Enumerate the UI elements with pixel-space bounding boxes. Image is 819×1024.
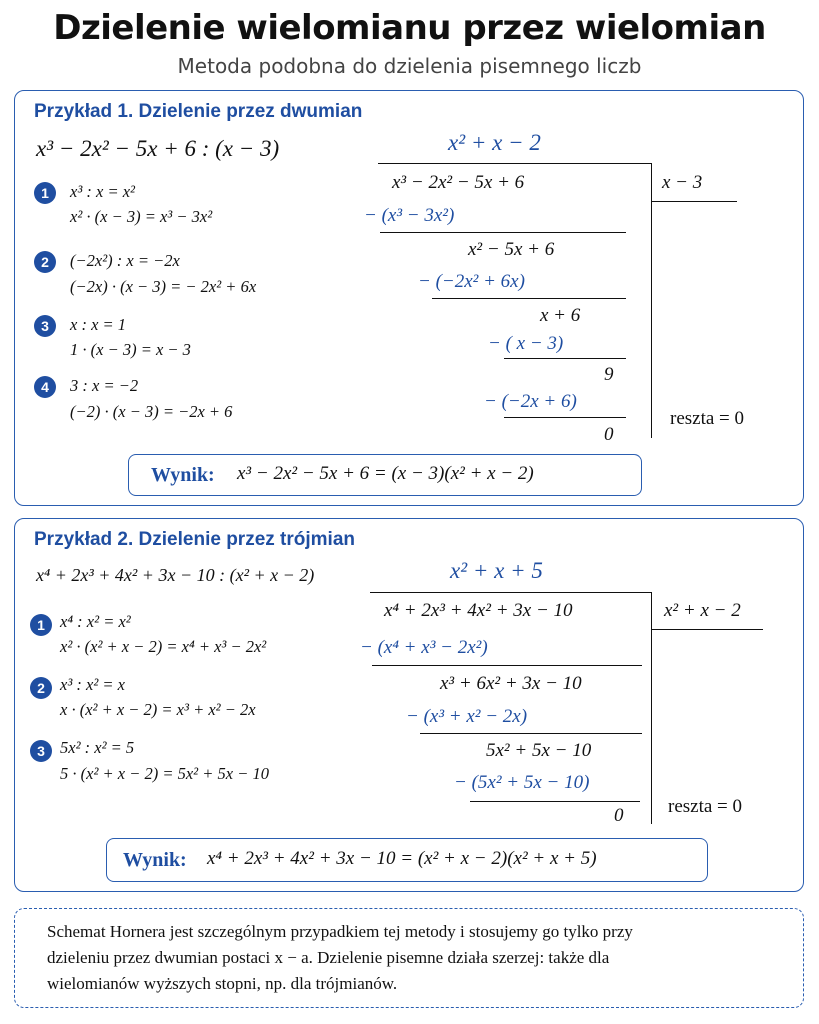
example1-step4-b: (−2) · (x − 3) = −2x + 6 [70,402,233,421]
example1-sub2: − (−2x² + 6x) [418,271,525,292]
example2-divisor-line [651,629,763,630]
example2-step2-b: x · (x² + x − 2) = x³ + x² − 2x [60,700,256,719]
example1-step2-a: (−2x²) : x = −2x [70,251,180,270]
example2-divisor: x² + x − 2 [664,600,741,621]
step-number-4: 4 [34,376,56,398]
example2-step1-a: x⁴ : x² = x² [60,612,131,631]
step-number-3: 3 [34,315,56,337]
step-number-1: 1 [34,182,56,204]
example1-line1 [380,232,626,233]
example2-rem3: 0 [614,805,624,826]
example1-sub1: − (x³ − 3x²) [364,205,455,226]
step-number-1: 1 [30,614,52,636]
example1-divisor-line [651,201,737,202]
example2-title: Przykład 2. Dzielenie przez trójmian [34,529,355,550]
example2-line1 [372,665,642,666]
example2-step3-b: 5 · (x² + x − 2) = 5x² + 5x − 10 [60,764,269,783]
example1-line4 [504,417,626,418]
example1-rem3: 9 [604,364,614,385]
example1-rem4: 0 [604,424,614,445]
example1-step4-a: 3 : x = −2 [70,376,139,395]
note-line-1: Schemat Hornera jest szczególnym przypadkiem tej metody i stosujemy go tylko przy [47,922,633,941]
note-line-3: wielomianów wyższych stopni, np. dla trójmianów. [47,974,398,993]
example1-top-line [378,163,652,164]
example1-result: x³ − 2x² − 5x + 6 = (x − 3)(x² + x − 2) [237,463,534,484]
page-title: Dzielenie wielomianu przez wielomian [53,8,766,48]
example2-sub3: − (5x² + 5x − 10) [454,772,590,793]
example1-step2-b: (−2x) · (x − 3) = − 2x² + 6x [70,277,257,296]
step-number-2: 2 [34,251,56,273]
example1-sub3: − ( x − 3) [488,333,564,354]
example2-sub2: − (x³ + x² − 2x) [406,706,528,727]
example1-divider-line [651,163,652,438]
example1-rem1: x² − 5x + 6 [468,239,555,260]
example1-line2 [432,298,626,299]
note-line-2: dzieleniu przez dwumian postaci x − a. Dzielenie pisemne działa szerzej: także dla [47,948,610,967]
example1-rem2: x + 6 [540,305,581,326]
example2-remainder: reszta = 0 [668,796,743,817]
example1-result-box [128,454,642,496]
example2-step2-a: x³ : x² = x [60,675,125,694]
example1-problem: x³ − 2x² − 5x + 6 : (x − 3) [36,136,280,161]
example1-result-label: Wynik: [151,464,215,486]
example2-line3 [470,801,640,802]
example2-problem: x⁴ + 2x³ + 4x² + 3x − 10 : (x² + x − 2) [36,565,315,585]
example1-dividend: x³ − 2x² − 5x + 6 [392,172,525,193]
example2-step1-b: x² · (x² + x − 2) = x⁴ + x³ − 2x² [60,637,267,656]
example2-top-line [370,592,652,593]
example2-rem1: x³ + 6x² + 3x − 10 [440,673,582,694]
example1-divisor: x − 3 [662,172,703,193]
example1-step3-a: x : x = 1 [70,315,127,334]
example1-title: Przykład 1. Dzielenie przez dwumian [34,101,363,122]
example1-line3 [504,358,626,359]
example2-quotient: x² + x + 5 [450,558,543,583]
example2-dividend: x⁴ + 2x³ + 4x² + 3x − 10 [384,600,573,621]
note-box [14,908,804,1008]
example2-rem2: 5x² + 5x − 10 [486,740,592,761]
page-subtitle: Metoda podobna do dzielenia pisemnego liczb [177,54,642,78]
step-number-2: 2 [30,677,52,699]
example1-step1-b: x² · (x − 3) = x³ − 3x² [70,207,213,226]
example1-step3-b: 1 · (x − 3) = x − 3 [70,340,191,359]
step-number-3: 3 [30,740,52,762]
example2-result-box [106,838,708,882]
example2-step3-a: 5x² : x² = 5 [60,738,135,757]
example1-remainder: reszta = 0 [670,408,745,429]
example1-quotient: x² + x − 2 [448,130,541,155]
example2-sub1: − (x⁴ + x³ − 2x²) [360,637,488,658]
example2-divider-line [651,592,652,824]
example2-line2 [420,733,642,734]
example1-sub4: − (−2x + 6) [484,391,577,412]
example1-step1-a: x³ : x = x² [70,182,135,201]
example2-result: x⁴ + 2x³ + 4x² + 3x − 10 = (x² + x − 2)(x² + x + 5) [207,848,597,869]
example2-result-label: Wynik: [123,849,187,871]
